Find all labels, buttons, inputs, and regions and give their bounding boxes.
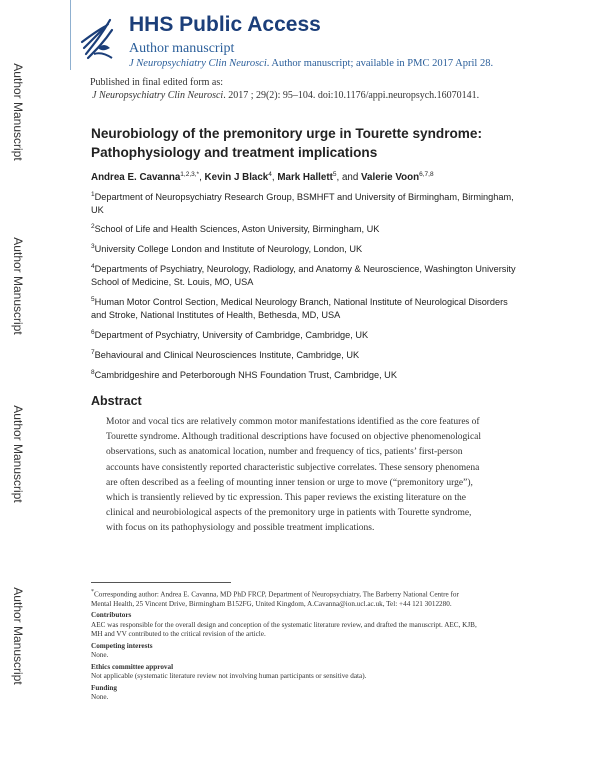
author-list bbox=[91, 172, 434, 183]
published-label: Published in final edited form as: bbox=[90, 77, 224, 88]
corresponding-author-line: Mental Health, 25 Vincent Drive, Birmingham B152FG, United Kingdom, A.Cavanna@ion.ucl.ac.uk, Tel: +44 121 3012280. bbox=[91, 599, 452, 608]
sidebar-label-4: Author Manuscript bbox=[11, 587, 25, 685]
abstract-line: observations, such as anatomical location, number and frequency of tics, patients’ first-person bbox=[106, 447, 463, 458]
affiliation-number: 4 bbox=[91, 263, 95, 270]
citation-journal: J Neuropsychiatry Clin Neurosci bbox=[92, 90, 224, 101]
affiliation-text: Behavioural and Clinical Neurosciences Institute, Cambridge, UK bbox=[94, 350, 360, 360]
sidebar-label-1: Author Manuscript bbox=[11, 63, 25, 161]
author-affiliation-marks: 1,2,3,* bbox=[180, 171, 200, 178]
footnotes bbox=[91, 588, 521, 703]
affiliation-number: 5 bbox=[91, 296, 95, 303]
affiliation-text: Department of Neuropsychiatry Research Group, BSMHFT and University of Birmingham, Birmingham, UK bbox=[91, 192, 514, 215]
abstract-line: with focus on its pathophysiology and possible treatment implications. bbox=[106, 523, 375, 534]
contributors-text: AEC was responsible for the overall design and conception of the systematic literature review, and drafted the manuscript. AEC, KJB, bbox=[91, 620, 477, 629]
citation bbox=[92, 90, 479, 101]
affiliation-number: 3 bbox=[91, 243, 95, 250]
affiliation bbox=[91, 243, 521, 256]
affiliation-text: Cambridgeshire and Peterborough NHS Foundation Trust, Cambridge, UK bbox=[94, 370, 397, 380]
author-manuscript-subtitle: Author manuscript bbox=[129, 41, 235, 56]
author-affiliation-marks: 5 bbox=[332, 171, 337, 178]
author-affiliation-marks: 4 bbox=[268, 171, 272, 178]
contributors-heading: Contributors bbox=[91, 611, 132, 620]
affiliation-text: Departments of Psychiatry, Neurology, Radiology, and Anatomy & Neuroscience, Washington University School of Medicine, St. Louis, MO, USA bbox=[91, 264, 516, 287]
affiliation bbox=[91, 223, 521, 236]
funding-heading: Funding bbox=[91, 683, 117, 692]
abstract-line: Tourette syndrome. Although traditional descriptions have focused on objective phenomenological bbox=[106, 432, 482, 443]
affiliation bbox=[91, 329, 521, 342]
author-name: Valerie Voon bbox=[361, 172, 420, 183]
author-separator: , bbox=[271, 172, 278, 183]
author-name: Andrea E. Cavanna bbox=[91, 172, 181, 183]
author-separator: , and bbox=[336, 172, 362, 183]
journal-name: J Neuropsychiatry Clin Neurosci bbox=[129, 58, 267, 69]
affiliation-number: 1 bbox=[91, 191, 95, 198]
citation-details: . 2017 ; 29(2): 95–104. doi:10.1176/appi.neuropsych.16070141. bbox=[223, 90, 480, 101]
affiliation-number: 2 bbox=[91, 223, 95, 230]
article-title: Neurobiology of the premonitory urge in Tourette syndrome: Pathophysiology and treatment implications bbox=[91, 126, 482, 160]
affiliation-text: University College London and Institute of Neurology, London, UK bbox=[94, 244, 363, 254]
hhs-eagle-logo-icon bbox=[78, 14, 118, 62]
affiliation-text: School of Life and Health Sciences, Aston University, Birmingham, UK bbox=[94, 224, 380, 234]
abstract-body bbox=[106, 415, 496, 537]
affiliation-text: Human Motor Control Section, Medical Neurology Branch, National Institute of Neurological Disorders and Stroke, National Institutes of Health, Bethesda, MD, USA bbox=[91, 297, 508, 320]
availability-text: . Author manuscript; available in PMC 2017 April 28. bbox=[266, 58, 494, 69]
competing-interests-text: None. bbox=[91, 651, 109, 660]
affiliation bbox=[91, 263, 521, 289]
journal-availability bbox=[129, 58, 493, 69]
author-separator: , bbox=[199, 172, 205, 183]
abstract-line: clinical and neurobiological aspects of the premonitory urge in patients with Tourette syndrome, bbox=[106, 508, 472, 519]
footnote-divider bbox=[91, 582, 231, 583]
author-name: Kevin J Black bbox=[204, 172, 269, 183]
corresponding-mark: * bbox=[91, 589, 94, 595]
hhs-public-access-title: HHS Public Access bbox=[129, 13, 321, 36]
affiliation-number: 7 bbox=[91, 349, 95, 356]
competing-interests-heading: Competing interests bbox=[91, 641, 153, 650]
funding-text: None. bbox=[91, 693, 109, 702]
header-divider bbox=[70, 0, 71, 70]
affiliation bbox=[91, 191, 521, 217]
author-affiliation-marks: 6,7,8 bbox=[419, 171, 434, 178]
affiliation bbox=[91, 349, 521, 362]
affiliation-number: 8 bbox=[91, 369, 95, 376]
affiliation-text: Department of Psychiatry, University of Cambridge, Cambridge, UK bbox=[94, 330, 369, 340]
corresponding-author-line: *Corresponding author: Andrea E. Cavanna, MD PhD FRCP, Department of Neuropsychiatry, The Barberry National Centre for bbox=[91, 589, 459, 599]
abstract-line: Motor and vocal tics are relatively common motor manifestations identified as the core features of bbox=[106, 417, 480, 427]
affiliation bbox=[91, 296, 521, 322]
contributors-text: MH and VV contributed to the critical revision of the article. bbox=[91, 630, 266, 639]
sidebar-label-2: Author Manuscript bbox=[11, 237, 25, 335]
ethics-heading: Ethics committee approval bbox=[91, 662, 174, 671]
abstract-line: which is transiently relieved by tic expression. This paper reviews the existing literature on the bbox=[106, 493, 466, 504]
sidebar-label-3: Author Manuscript bbox=[11, 405, 25, 503]
abstract-line: are often described as a feeling of mounting inner tension or urge to move (“premonitory urge”), bbox=[106, 477, 473, 488]
abstract-line: accounts have consistently reported characteristic subjective correlates. These sensory phenomena bbox=[106, 462, 480, 473]
affiliation-number: 6 bbox=[91, 329, 95, 336]
ethics-text: Not applicable (systematic literature review not involving human participants or sensitive data). bbox=[91, 672, 367, 681]
author-name: Mark Hallett bbox=[277, 172, 333, 183]
affiliation bbox=[91, 369, 521, 382]
abstract-heading: Abstract bbox=[91, 394, 142, 408]
